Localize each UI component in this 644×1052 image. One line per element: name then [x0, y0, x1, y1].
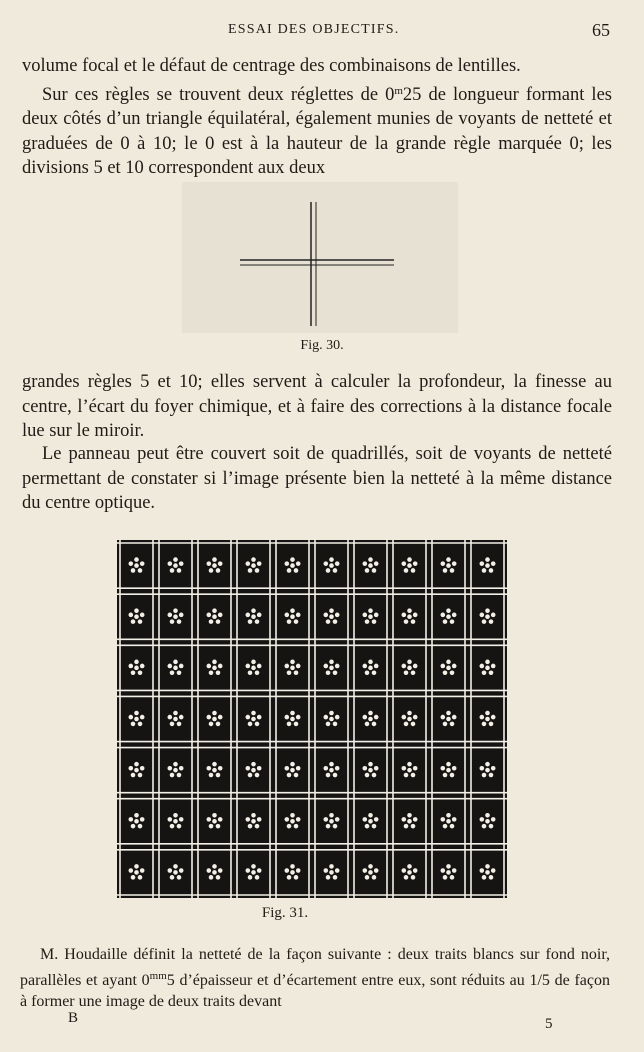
paragraph-houdaille: [20, 944, 610, 1013]
figure-31-test-chart: [117, 540, 507, 898]
page-header: [0, 22, 644, 42]
running-head: ESSAI DES OBJECTIFS.: [228, 22, 400, 37]
paragraph-text: Sur ces règles se trouvent deux réglettes de 0: [42, 84, 395, 105]
paragraph-text: Le panneau peut être couvert soit de quadrillés, soit de voyants de netteté permettant de constater si l’image présente bien la netteté à la même distance du centre optique.: [22, 444, 612, 513]
paragraph-text: 5 d’épaisseur et d’écartement entre eux, sont réduits au 1/5 de façon à former une image de deux traits devant: [20, 971, 610, 1010]
paragraph-text: 25 de longueur formant les deux côtés d’un triangle équilatéral, également munies de voyants de netteté et graduées de 0 à 10; le 0 est à la hauteur de la grande règle marquée 0; les divisions 5 et 10 correspondent aux deux: [22, 84, 612, 178]
unit-superscript: m: [394, 84, 403, 97]
page-number: 65: [592, 20, 610, 40]
signature-mark: B: [68, 1010, 79, 1026]
paragraph-text: M. Houdaille définit la netteté de la façon suivante : deux traits blancs sur fond noir, parallèles et ayant 0: [20, 946, 610, 989]
signature-number: 5: [545, 1016, 553, 1032]
paragraph-line: volume focal et le défaut de centrage des combinaisons de lentilles.: [22, 56, 521, 76]
paragraph-continuation: grandes règles 5 et 10; elles servent à calculer la profondeur, la finesse au centre, l’écart du foyer chimique, et à faire des corrections à la distance focale lue sur le miroir.: [22, 372, 612, 441]
paragraph-panel: [22, 442, 612, 516]
figure-30-background: [182, 182, 458, 333]
paragraph-intro: [22, 54, 612, 181]
figure-30-crosshair: [180, 180, 460, 335]
figure-30-caption: Fig. 30.: [300, 338, 344, 353]
unit-superscript: mm: [149, 969, 167, 982]
figure-31-caption: Fig. 31.: [261, 905, 309, 921]
